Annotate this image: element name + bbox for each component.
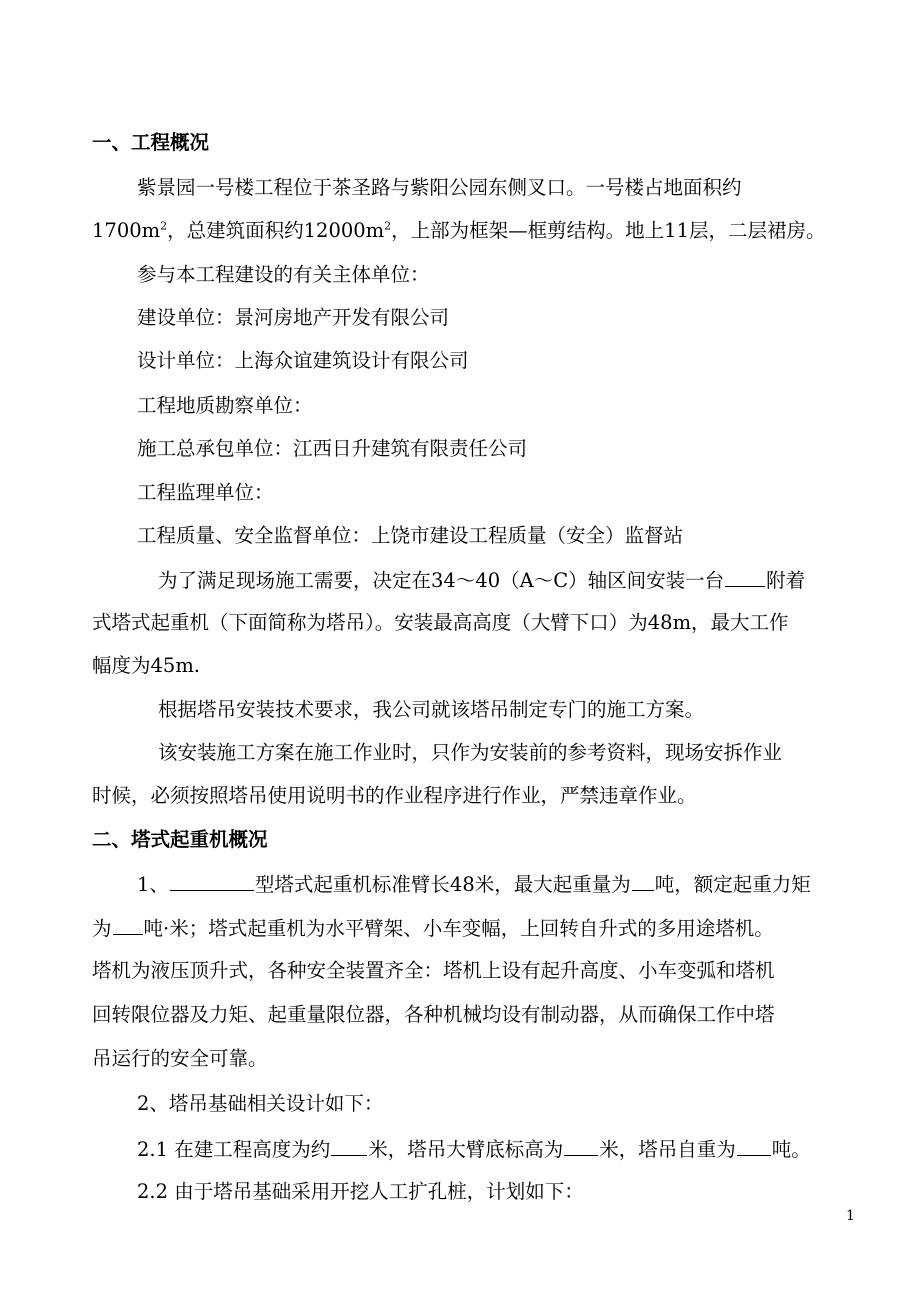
paragraph-reference-line1: 该安装施工方案在施工作业时，只作为安装前的参考资料，现场安拆作业 (158, 741, 783, 764)
item1-text-3: 为 (92, 917, 112, 940)
paragraph-location-line1: 紫景园一号楼工程位于茶圣路与紫阳公园东侧叉口。一号楼占地面积约 (137, 176, 742, 199)
area-text-3: ，上部为框架—框剪结构。地上11层，二层裙房。 (391, 219, 826, 242)
quality-safety-unit: 工程质量、安全监督单位：上饶市建设工程质量（安全）监督站 (137, 524, 684, 547)
blank-crane-model (725, 566, 765, 587)
owner-unit: 建设单位：景河房地产开发有限公司 (137, 306, 450, 329)
blank-self-weight (737, 1135, 771, 1156)
install-text-2: 附着 (766, 569, 806, 592)
item1-line1 (137, 870, 811, 898)
paragraph-install-line2: 式塔式起重机（下面简称为塔吊）。安装最高高度（大臂下口）为48m，最大工作 (92, 611, 789, 634)
blank-max-load (632, 870, 654, 891)
blank-building-height (331, 1135, 367, 1156)
item2-heading: 2、塔吊基础相关设计如下： (137, 1092, 384, 1115)
superscript-2: 2 (384, 219, 392, 233)
item1-line5: 吊运行的安全可靠。 (92, 1047, 268, 1070)
area-text-2: ，总建筑面积约12000m (167, 219, 385, 242)
geo-survey-unit: 工程地质勘察单位： (137, 394, 313, 417)
blank-model (170, 870, 254, 891)
parties-intro: 参与本工程建设的有关主体单位： (137, 263, 430, 286)
page-number: 1 (846, 1208, 855, 1224)
item2-1 (137, 1135, 811, 1163)
item1-number: 1、 (137, 873, 169, 896)
superscript-1: 2 (160, 219, 168, 233)
paragraph-reference-line2: 时候，必须按照塔吊使用说明书的作业程序进行作业，严禁违章作业。 (92, 784, 697, 807)
item2-1-text-1: 2.1 在建工程高度为约 (137, 1138, 331, 1161)
section-heading-crane: 二、塔式起重机概况 (92, 828, 268, 851)
item1-line2 (92, 914, 774, 942)
paragraph-install-line3: 幅度为45m. (92, 654, 201, 677)
item2-2: 2.2 由于塔吊基础采用开挖人工扩孔桩，计划如下： (137, 1180, 584, 1203)
item2-1-text-3: 米，塔吊自重为 (599, 1138, 736, 1161)
area-text-1: 1700m (92, 219, 161, 242)
paragraph-location-line2 (92, 218, 825, 244)
blank-boom-elevation (564, 1135, 598, 1156)
item1-line4: 回转限位器及力矩、起重量限位器，各种机械均设有制动器，从而确保工作中塔 (92, 1003, 775, 1026)
paragraph-plan: 根据塔吊安装技术要求，我公司就该塔吊制定专门的施工方案。 (158, 698, 705, 721)
item1-line3: 塔机为液压顶升式，各种安全装置齐全：塔机上设有起升高度、小车变弧和塔机 (92, 959, 775, 982)
item1-text-2: 吨，额定起重力矩 (654, 873, 811, 896)
item2-1-text-2: 米，塔吊大臂底标高为 (368, 1138, 564, 1161)
blank-moment (113, 914, 143, 935)
item1-text-4: 吨·米；塔式起重机为水平臂架、小车变幅，上回转自升式的多用途塔机。 (143, 917, 774, 940)
item1-text-1: 型塔式起重机标准臂长48米，最大起重量为 (254, 873, 631, 896)
general-contractor-unit: 施工总承包单位：江西日升建筑有限责任公司 (137, 437, 528, 460)
paragraph-install-line1 (158, 566, 805, 594)
item2-1-text-4: 吨。 (771, 1138, 811, 1161)
section-heading-overview: 一、工程概况 (92, 131, 210, 154)
install-text-1: 为了满足现场施工需要，决定在34～40（A～C）轴区间安装一台 (158, 569, 725, 592)
supervision-unit: 工程监理单位： (137, 481, 274, 504)
design-unit: 设计单位：上海众谊建筑设计有限公司 (137, 349, 469, 372)
